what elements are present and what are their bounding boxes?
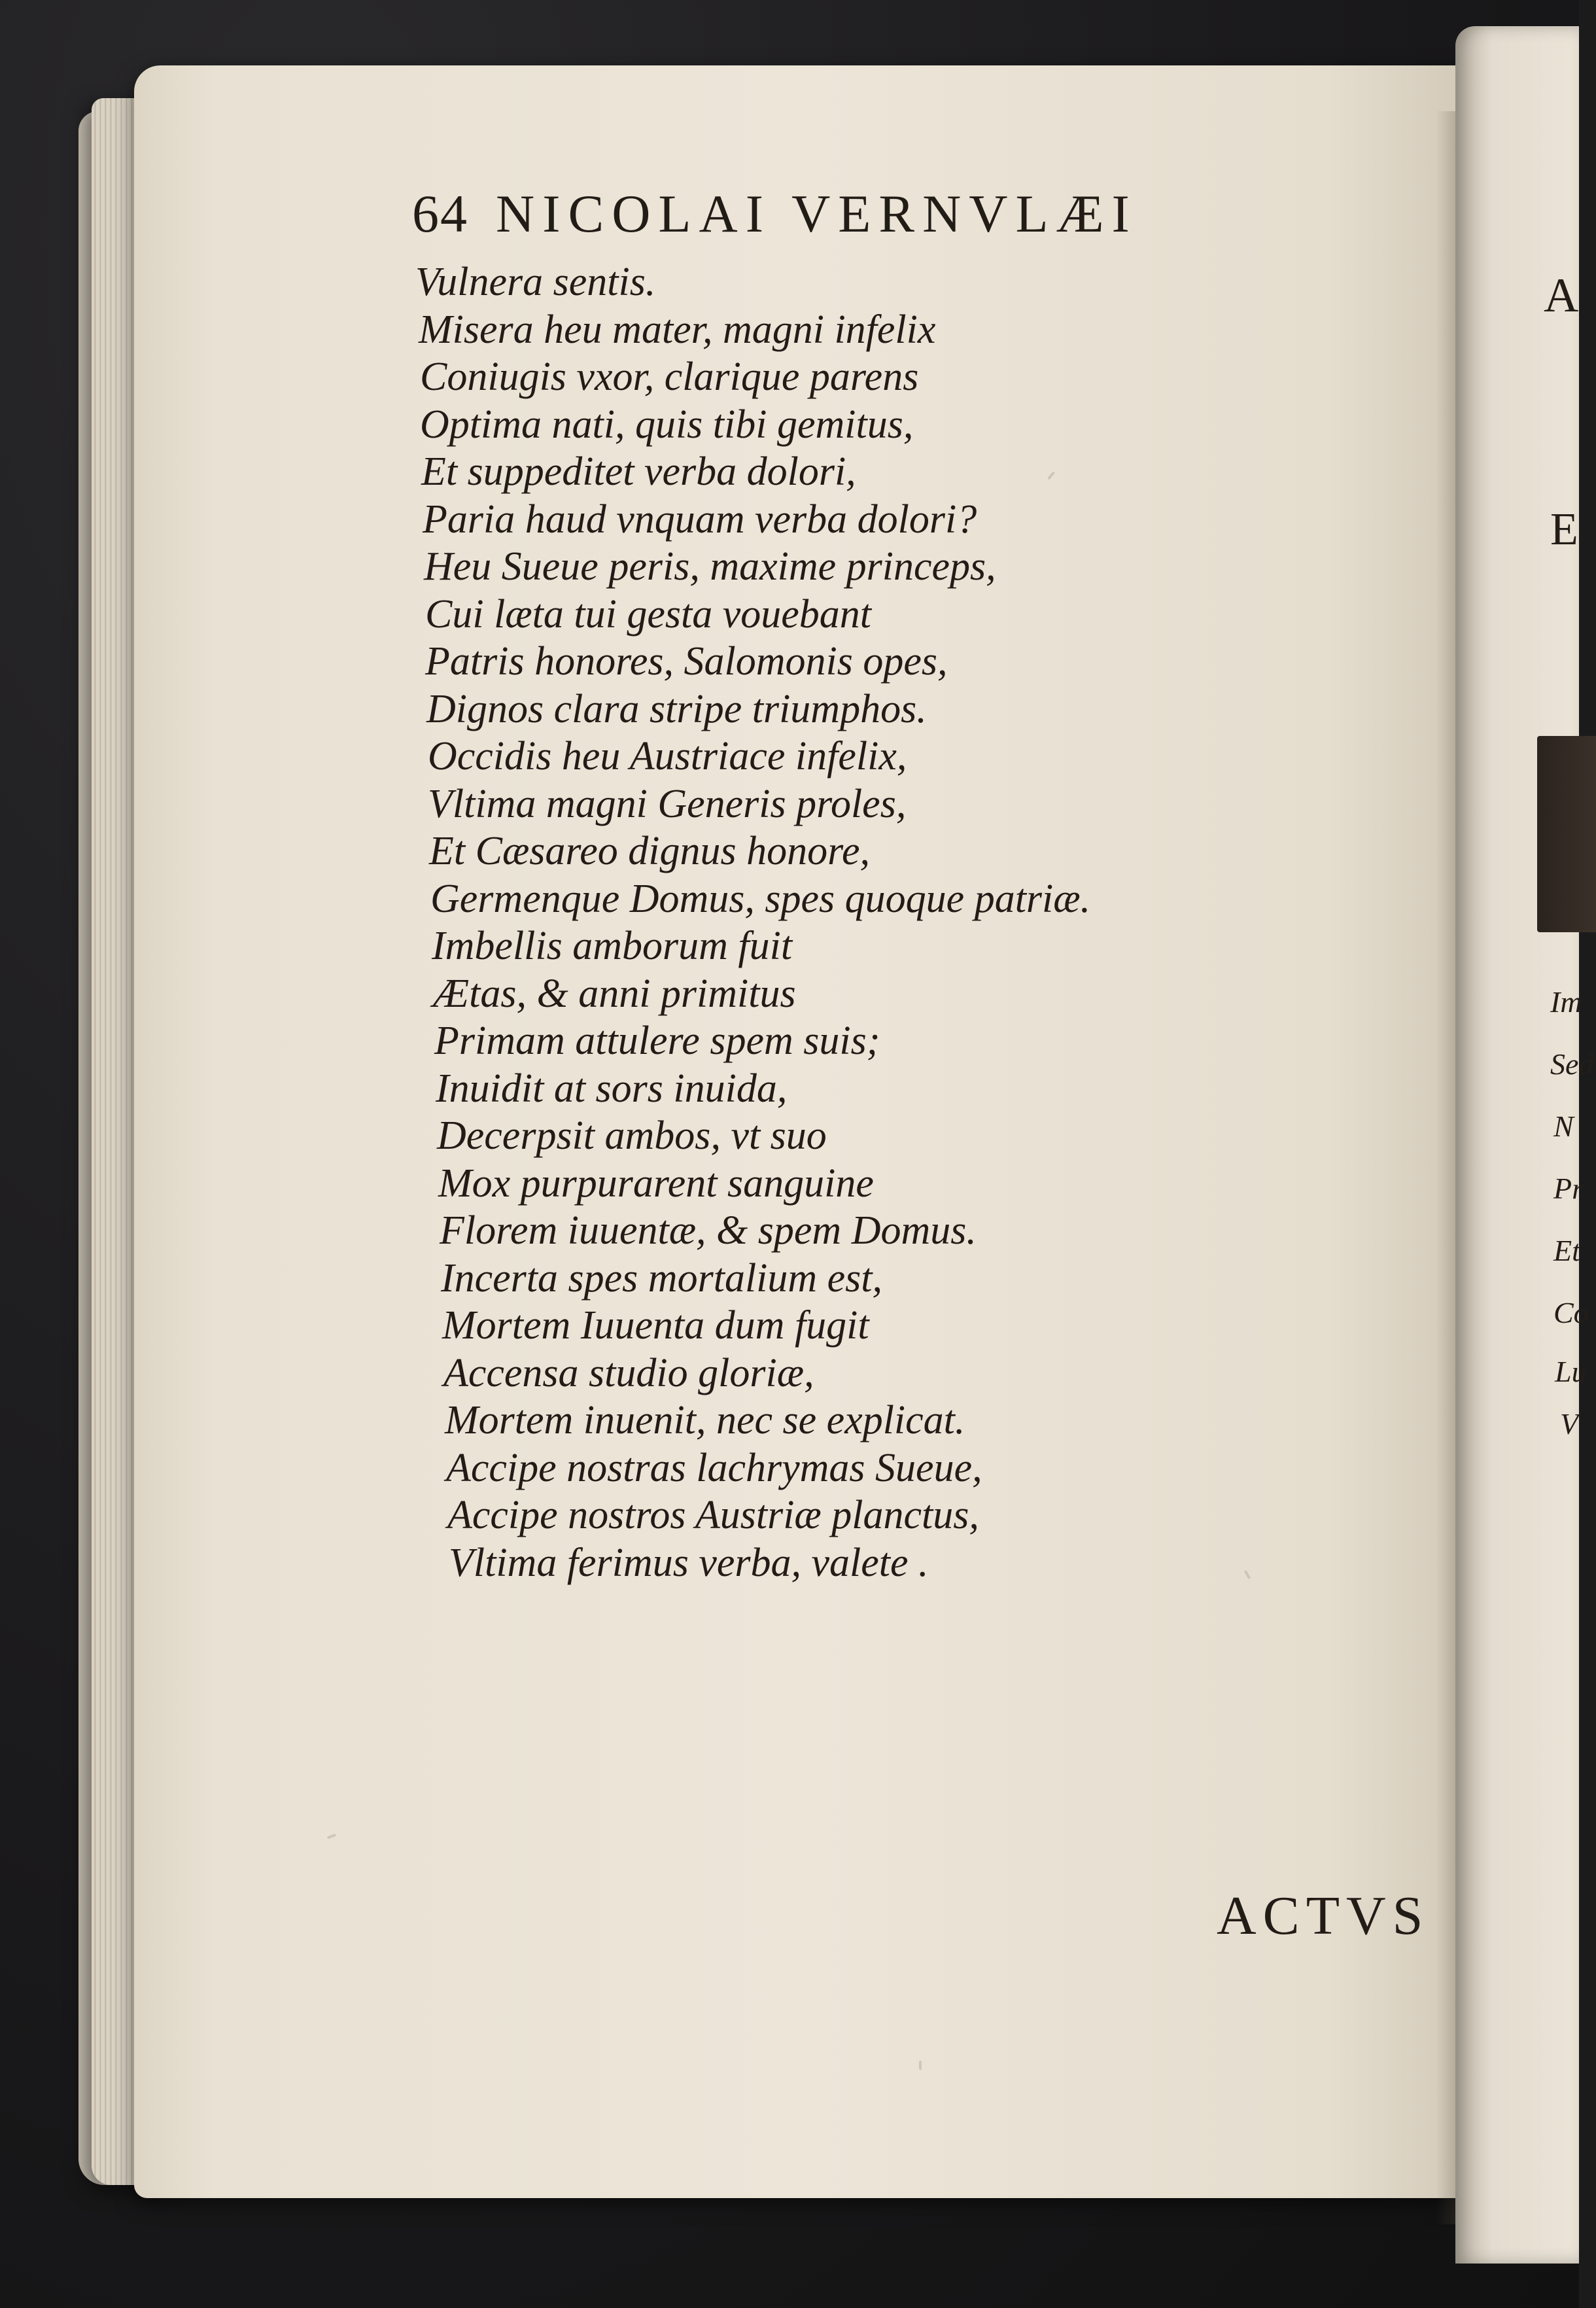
verse-line: Vltima ferimus verba, valete . [449, 1540, 929, 1585]
verse-line: Mortem Iuuenta dum fugit [442, 1303, 869, 1348]
verse-line: Germenque Domus, spes quoque patriæ. [430, 876, 1091, 921]
verse-line: Et suppeditet verba dolori, [421, 449, 856, 494]
verse-line: Occidis heu Austriace infelix, [428, 734, 907, 778]
verse-line: Accipe nostros Austriæ planctus, [447, 1493, 979, 1537]
verse-line: Heu Sueue peris, maxime princeps, [424, 544, 996, 589]
facing-top-letter: A [1544, 269, 1579, 323]
verse-line: Coniugis vxor, clarique parens [420, 355, 919, 399]
facing-line-start: N [1553, 1110, 1574, 1143]
verse-line: Florem iuuentæ, & spem Domus. [440, 1208, 977, 1253]
verse-line: Mortem inuenit, nec se explicat. [445, 1398, 965, 1442]
verse-line: Patris honores, Salomonis opes, [425, 639, 948, 684]
facing-line-start: Pr [1553, 1172, 1584, 1205]
verse-line: Accensa studio gloriæ, [443, 1350, 814, 1395]
page-number: 64 [412, 184, 468, 243]
running-head [412, 183, 1321, 255]
facing-line-start: V [1560, 1407, 1579, 1441]
verse-line: Et Cæsareo dignus honore, [429, 829, 870, 873]
verse-line: Cui læta tui gesta vouebant [425, 591, 871, 637]
verse-block [412, 258, 1393, 1586]
facing-line-start: Et [1553, 1234, 1580, 1267]
verse-line: Vltima magni Generis proles, [428, 781, 907, 826]
verse-line: Ætas, & anni primitus [433, 971, 796, 1016]
running-head-title: NICOLAI VERNVLÆI [496, 184, 1137, 243]
facing-line-start: Lu [1555, 1355, 1587, 1388]
verse-line: Dignos clara stripe triumphos. [426, 686, 927, 731]
catchword: ACTVS [1217, 1885, 1430, 1946]
facing-line-start: Im [1550, 985, 1582, 1019]
facing-line-start: Co [1553, 1296, 1589, 1329]
facing-mid-letter: E [1550, 504, 1578, 555]
verse-line: Misera heu mater, magni infelix [419, 307, 936, 352]
verse-line: Accipe nostras lachrymas Sueue, [446, 1445, 982, 1490]
verse-line: Inuidit at sors inuida, [436, 1066, 788, 1111]
verse-line: Mox purpurarent sanguine [438, 1161, 874, 1206]
verse-line: Incerta spes mortalium est, [441, 1255, 883, 1301]
verse-line: Decerpsit ambos, vt suo [437, 1113, 827, 1158]
verse-line: Primam attulere spem suis; [434, 1019, 880, 1063]
verse-line: Optima nati, quis tibi gemitus, [420, 402, 914, 447]
verse-line: Vulnera sentis. [415, 260, 656, 304]
verse-line: Imbellis amborum fuit [432, 924, 793, 968]
facing-line-start: Sed [1550, 1047, 1594, 1081]
verse-line: Paria haud vnquam verba dolori? [423, 497, 977, 542]
